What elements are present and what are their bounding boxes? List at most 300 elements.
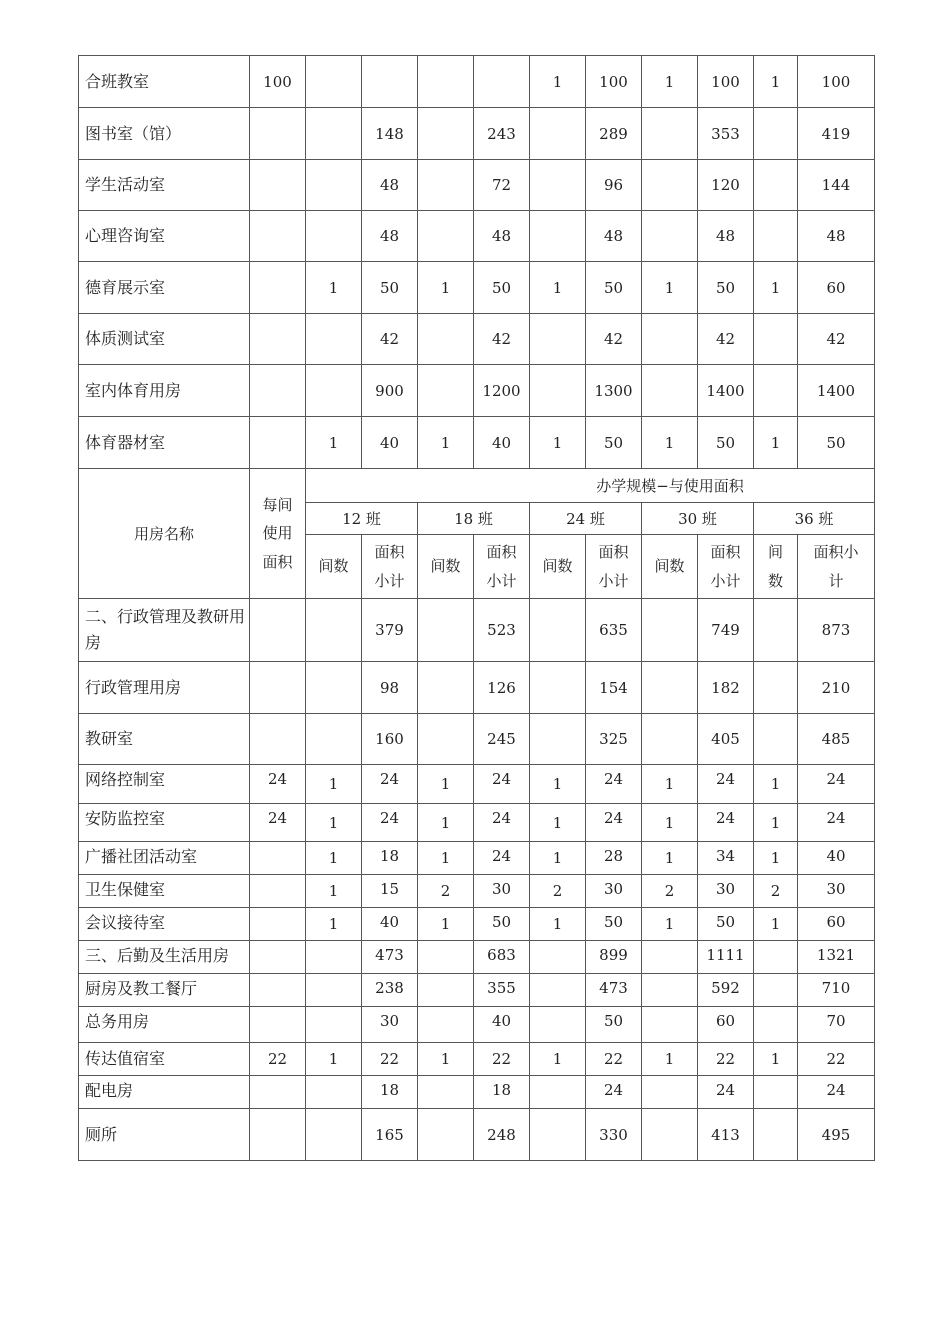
area-subtotal: 24 (474, 765, 530, 804)
area-subtotal: 72 (474, 160, 530, 211)
per-room-area (250, 211, 306, 262)
room-count (418, 714, 474, 765)
room-count: 1 (754, 56, 798, 108)
room-count: 1 (418, 417, 474, 469)
room-count (306, 662, 362, 714)
room-count (418, 56, 474, 108)
per-room-area (250, 417, 306, 469)
room-count (530, 974, 586, 1007)
area-subtotal: 24 (798, 765, 875, 804)
area-subtotal: 28 (586, 842, 642, 875)
room-count: 1 (306, 804, 362, 842)
area-subtotal-header: 面积小计 (698, 535, 754, 599)
room-count: 1 (642, 262, 698, 314)
table-row (79, 56, 875, 108)
area-subtotal: 48 (586, 211, 642, 262)
area-subtotal: 165 (362, 1109, 418, 1161)
count-header: 间数 (754, 535, 798, 599)
count-header: 间数 (642, 535, 698, 599)
table-row (79, 662, 875, 714)
room-name: 体育器材室 (79, 417, 250, 469)
room-count (306, 56, 362, 108)
room-count (642, 365, 698, 417)
area-subtotal: 24 (698, 765, 754, 804)
room-count: 1 (642, 842, 698, 875)
per-room-area (250, 1076, 306, 1109)
area-subtotal: 42 (362, 314, 418, 365)
room-count: 1 (530, 765, 586, 804)
area-subtotal: 30 (362, 1007, 418, 1043)
area-subtotal: 899 (586, 941, 642, 974)
area-subtotal: 42 (798, 314, 875, 365)
area-subtotal: 1321 (798, 941, 875, 974)
room-name: 三、后勤及生活用房 (79, 941, 250, 974)
area-subtotal: 40 (474, 417, 530, 469)
room-count (530, 108, 586, 160)
room-name: 合班教室 (79, 56, 250, 108)
area-subtotal: 30 (474, 875, 530, 908)
table-row (79, 804, 875, 842)
room-name: 体质测试室 (79, 314, 250, 365)
per-room-area (250, 908, 306, 941)
area-subtotal: 100 (698, 56, 754, 108)
room-count: 1 (754, 765, 798, 804)
area-subtotal: 50 (474, 908, 530, 941)
room-count (754, 662, 798, 714)
table-row (79, 262, 875, 314)
room-count (754, 1076, 798, 1109)
class-24-header: 24 班 (530, 503, 642, 535)
count-header: 间数 (530, 535, 586, 599)
area-subtotal: 749 (698, 599, 754, 662)
area-subtotal: 60 (698, 1007, 754, 1043)
area-subtotal: 48 (362, 160, 418, 211)
room-count: 1 (418, 908, 474, 941)
count-header: 间数 (306, 535, 362, 599)
area-subtotal: 98 (362, 662, 418, 714)
room-count (642, 714, 698, 765)
per-room-area (250, 108, 306, 160)
area-subtotal: 60 (798, 262, 875, 314)
room-count (306, 1007, 362, 1043)
per-room-area: 22 (250, 1043, 306, 1076)
room-count: 1 (754, 1043, 798, 1076)
area-subtotal: 413 (698, 1109, 754, 1161)
per-room-area (250, 974, 306, 1007)
room-count (306, 1109, 362, 1161)
room-name: 总务用房 (79, 1007, 250, 1043)
area-subtotal-header: 面积小计 (474, 535, 530, 599)
area-subtotal: 120 (698, 160, 754, 211)
room-count (530, 599, 586, 662)
room-count (530, 211, 586, 262)
area-subtotal: 1300 (586, 365, 642, 417)
area-subtotal: 48 (798, 211, 875, 262)
room-count (754, 365, 798, 417)
room-count (418, 941, 474, 974)
room-count (418, 974, 474, 1007)
area-subtotal: 144 (798, 160, 875, 211)
room-count: 2 (754, 875, 798, 908)
per-room-area: 100 (250, 56, 306, 108)
table-row (79, 417, 875, 469)
area-subtotal: 523 (474, 599, 530, 662)
room-count: 1 (642, 417, 698, 469)
room-count (530, 662, 586, 714)
area-subtotal: 30 (698, 875, 754, 908)
area-subtotal: 40 (362, 417, 418, 469)
area-subtotal: 100 (586, 56, 642, 108)
area-subtotal: 50 (698, 262, 754, 314)
area-subtotal: 405 (698, 714, 754, 765)
room-count (530, 314, 586, 365)
room-count (530, 160, 586, 211)
area-subtotal: 22 (798, 1043, 875, 1076)
room-count (418, 599, 474, 662)
area-subtotal: 50 (698, 417, 754, 469)
table-header (79, 469, 875, 599)
class-30-header: 30 班 (642, 503, 754, 535)
area-subtotal: 50 (474, 262, 530, 314)
table-row (79, 842, 875, 875)
room-name: 广播社团活动室 (79, 842, 250, 875)
area-subtotal: 182 (698, 662, 754, 714)
room-count (642, 314, 698, 365)
area-subtotal: 355 (474, 974, 530, 1007)
room-count: 1 (642, 1043, 698, 1076)
area-subtotal: 42 (586, 314, 642, 365)
table-row (79, 108, 875, 160)
per-room-area (250, 714, 306, 765)
room-count (306, 314, 362, 365)
per-room-area (250, 599, 306, 662)
room-count (754, 714, 798, 765)
room-count (754, 211, 798, 262)
area-subtotal: 710 (798, 974, 875, 1007)
area-subtotal: 592 (698, 974, 754, 1007)
room-name: 行政管理用房 (79, 662, 250, 714)
room-count (306, 365, 362, 417)
area-subtotal: 50 (586, 417, 642, 469)
room-count (642, 662, 698, 714)
room-count (306, 599, 362, 662)
room-count (530, 1007, 586, 1043)
area-subtotal: 154 (586, 662, 642, 714)
room-count (530, 1109, 586, 1161)
room-count: 2 (530, 875, 586, 908)
room-count: 1 (306, 765, 362, 804)
per-room-area: 24 (250, 765, 306, 804)
area-subtotal: 1400 (698, 365, 754, 417)
per-room-area (250, 160, 306, 211)
room-count: 1 (754, 262, 798, 314)
area-subtotal: 353 (698, 108, 754, 160)
per-room-area (250, 1109, 306, 1161)
area-subtotal: 160 (362, 714, 418, 765)
table-row (79, 875, 875, 908)
room-count: 1 (642, 804, 698, 842)
area-subtotal: 22 (698, 1043, 754, 1076)
area-subtotal-header: 面积小计 (586, 535, 642, 599)
area-subtotal-header: 面积小计 (362, 535, 418, 599)
area-subtotal: 485 (798, 714, 875, 765)
room-name: 二、行政管理及教研用房 (79, 599, 250, 662)
room-count (306, 1076, 362, 1109)
per-room-area (250, 262, 306, 314)
per-room-area-header: 每间使用面积 (250, 469, 306, 599)
per-room-area (250, 365, 306, 417)
room-count (530, 941, 586, 974)
room-count: 1 (418, 804, 474, 842)
room-count: 1 (306, 417, 362, 469)
room-count: 1 (306, 842, 362, 875)
room-name: 配电房 (79, 1076, 250, 1109)
area-subtotal: 210 (798, 662, 875, 714)
scale-title: 办学规模−与使用面积 (306, 469, 875, 503)
room-count (418, 662, 474, 714)
area-subtotal: 379 (362, 599, 418, 662)
room-count (754, 1109, 798, 1161)
room-count (306, 714, 362, 765)
table-row (79, 1076, 875, 1109)
area-subtotal: 330 (586, 1109, 642, 1161)
room-count: 1 (754, 417, 798, 469)
area-subtotal: 30 (586, 875, 642, 908)
area-subtotal: 24 (698, 804, 754, 842)
area-subtotal: 50 (586, 1007, 642, 1043)
room-name: 心理咨询室 (79, 211, 250, 262)
room-count: 1 (530, 417, 586, 469)
per-room-area (250, 662, 306, 714)
area-subtotal: 325 (586, 714, 642, 765)
room-count (418, 1007, 474, 1043)
room-name: 教研室 (79, 714, 250, 765)
room-name: 学生活动室 (79, 160, 250, 211)
class-12-header: 12 班 (306, 503, 418, 535)
room-count (642, 1109, 698, 1161)
room-name: 网络控制室 (79, 765, 250, 804)
area-subtotal: 24 (798, 1076, 875, 1109)
room-count (754, 974, 798, 1007)
room-count: 1 (530, 1043, 586, 1076)
area-subtotal (474, 56, 530, 108)
area-subtotal: 900 (362, 365, 418, 417)
room-count: 1 (306, 875, 362, 908)
table-body-top (79, 56, 875, 469)
room-count: 1 (418, 842, 474, 875)
area-subtotal: 18 (362, 842, 418, 875)
per-room-area (250, 875, 306, 908)
room-count (530, 365, 586, 417)
area-subtotal: 148 (362, 108, 418, 160)
room-name: 厨房及教工餐厅 (79, 974, 250, 1007)
area-subtotal: 24 (586, 1076, 642, 1109)
room-count: 1 (642, 765, 698, 804)
room-count (306, 211, 362, 262)
room-count (306, 974, 362, 1007)
per-room-area (250, 941, 306, 974)
room-count: 1 (306, 262, 362, 314)
area-subtotal: 40 (362, 908, 418, 941)
room-count: 1 (418, 765, 474, 804)
room-count (642, 160, 698, 211)
area-subtotal: 50 (698, 908, 754, 941)
room-count (754, 941, 798, 974)
area-subtotal: 683 (474, 941, 530, 974)
area-subtotal: 635 (586, 599, 642, 662)
area-subtotal: 24 (698, 1076, 754, 1109)
area-subtotal: 24 (362, 804, 418, 842)
area-subtotal: 24 (798, 804, 875, 842)
area-subtotal: 50 (798, 417, 875, 469)
room-count (754, 314, 798, 365)
area-subtotal: 30 (798, 875, 875, 908)
table-row (79, 941, 875, 974)
table-row (79, 1109, 875, 1161)
area-subtotal: 48 (698, 211, 754, 262)
area-subtotal: 473 (362, 941, 418, 974)
room-count (754, 599, 798, 662)
room-name-header: 用房名称 (79, 469, 250, 599)
area-subtotal: 24 (474, 842, 530, 875)
room-name: 厕所 (79, 1109, 250, 1161)
room-count: 1 (530, 842, 586, 875)
room-count: 1 (530, 804, 586, 842)
table-row (79, 1043, 875, 1076)
room-count: 1 (418, 1043, 474, 1076)
area-subtotal: 70 (798, 1007, 875, 1043)
area-subtotal: 100 (798, 56, 875, 108)
room-count (306, 941, 362, 974)
room-count (754, 108, 798, 160)
area-subtotal: 22 (474, 1043, 530, 1076)
room-count: 1 (530, 908, 586, 941)
room-count (418, 1109, 474, 1161)
table-row (79, 974, 875, 1007)
area-subtotal: 42 (698, 314, 754, 365)
area-subtotal: 24 (586, 765, 642, 804)
area-subtotal (362, 56, 418, 108)
area-subtotal: 24 (586, 804, 642, 842)
room-count (642, 108, 698, 160)
room-count (642, 211, 698, 262)
area-subtotal: 15 (362, 875, 418, 908)
area-subtotal: 873 (798, 599, 875, 662)
room-count (418, 160, 474, 211)
area-subtotal: 24 (474, 804, 530, 842)
area-subtotal: 245 (474, 714, 530, 765)
room-count (306, 108, 362, 160)
room-count: 1 (754, 842, 798, 875)
class-18-header: 18 班 (418, 503, 530, 535)
room-count: 1 (642, 56, 698, 108)
area-subtotal: 419 (798, 108, 875, 160)
table-row (79, 765, 875, 804)
room-count (642, 974, 698, 1007)
per-room-area (250, 1007, 306, 1043)
table-row (79, 599, 875, 662)
room-count (754, 160, 798, 211)
area-subtotal: 50 (586, 908, 642, 941)
room-count: 1 (754, 908, 798, 941)
room-count: 1 (306, 1043, 362, 1076)
area-subtotal: 18 (362, 1076, 418, 1109)
room-count (530, 714, 586, 765)
room-area-table (78, 55, 875, 1161)
room-count (642, 1076, 698, 1109)
room-name: 安防监控室 (79, 804, 250, 842)
room-count (642, 599, 698, 662)
table-row (79, 314, 875, 365)
room-name: 图书室（馆） (79, 108, 250, 160)
room-count: 1 (530, 262, 586, 314)
area-subtotal: 1400 (798, 365, 875, 417)
area-subtotal: 289 (586, 108, 642, 160)
per-room-area: 24 (250, 804, 306, 842)
class-36-header: 36 班 (754, 503, 875, 535)
per-room-area (250, 314, 306, 365)
room-count: 1 (530, 56, 586, 108)
room-count (418, 314, 474, 365)
room-count (418, 1076, 474, 1109)
area-subtotal: 126 (474, 662, 530, 714)
table-row (79, 908, 875, 941)
room-count: 1 (306, 908, 362, 941)
area-subtotal: 22 (586, 1043, 642, 1076)
room-count (754, 1007, 798, 1043)
area-subtotal: 495 (798, 1109, 875, 1161)
table-row (79, 160, 875, 211)
area-subtotal: 40 (798, 842, 875, 875)
room-name: 室内体育用房 (79, 365, 250, 417)
area-subtotal: 50 (362, 262, 418, 314)
room-count: 2 (642, 875, 698, 908)
area-subtotal: 60 (798, 908, 875, 941)
area-subtotal: 34 (698, 842, 754, 875)
room-name: 传达值宿室 (79, 1043, 250, 1076)
room-count (418, 365, 474, 417)
room-count (306, 160, 362, 211)
per-room-area (250, 842, 306, 875)
room-count (418, 108, 474, 160)
area-subtotal: 48 (362, 211, 418, 262)
room-count (642, 1007, 698, 1043)
room-count: 1 (754, 804, 798, 842)
area-subtotal: 1111 (698, 941, 754, 974)
room-count: 1 (642, 908, 698, 941)
area-subtotal: 243 (474, 108, 530, 160)
room-count: 2 (418, 875, 474, 908)
table-row (79, 1007, 875, 1043)
area-subtotal: 248 (474, 1109, 530, 1161)
room-name: 德育展示室 (79, 262, 250, 314)
room-name: 会议接待室 (79, 908, 250, 941)
room-count (530, 1076, 586, 1109)
room-count (418, 211, 474, 262)
room-name: 卫生保健室 (79, 875, 250, 908)
area-subtotal: 96 (586, 160, 642, 211)
area-subtotal: 24 (362, 765, 418, 804)
count-header: 间数 (418, 535, 474, 599)
area-subtotal: 473 (586, 974, 642, 1007)
table-row (79, 365, 875, 417)
area-subtotal: 1200 (474, 365, 530, 417)
table-row (79, 714, 875, 765)
room-count: 1 (418, 262, 474, 314)
area-subtotal: 50 (586, 262, 642, 314)
table-body-bottom (79, 599, 875, 1161)
table-row (79, 211, 875, 262)
